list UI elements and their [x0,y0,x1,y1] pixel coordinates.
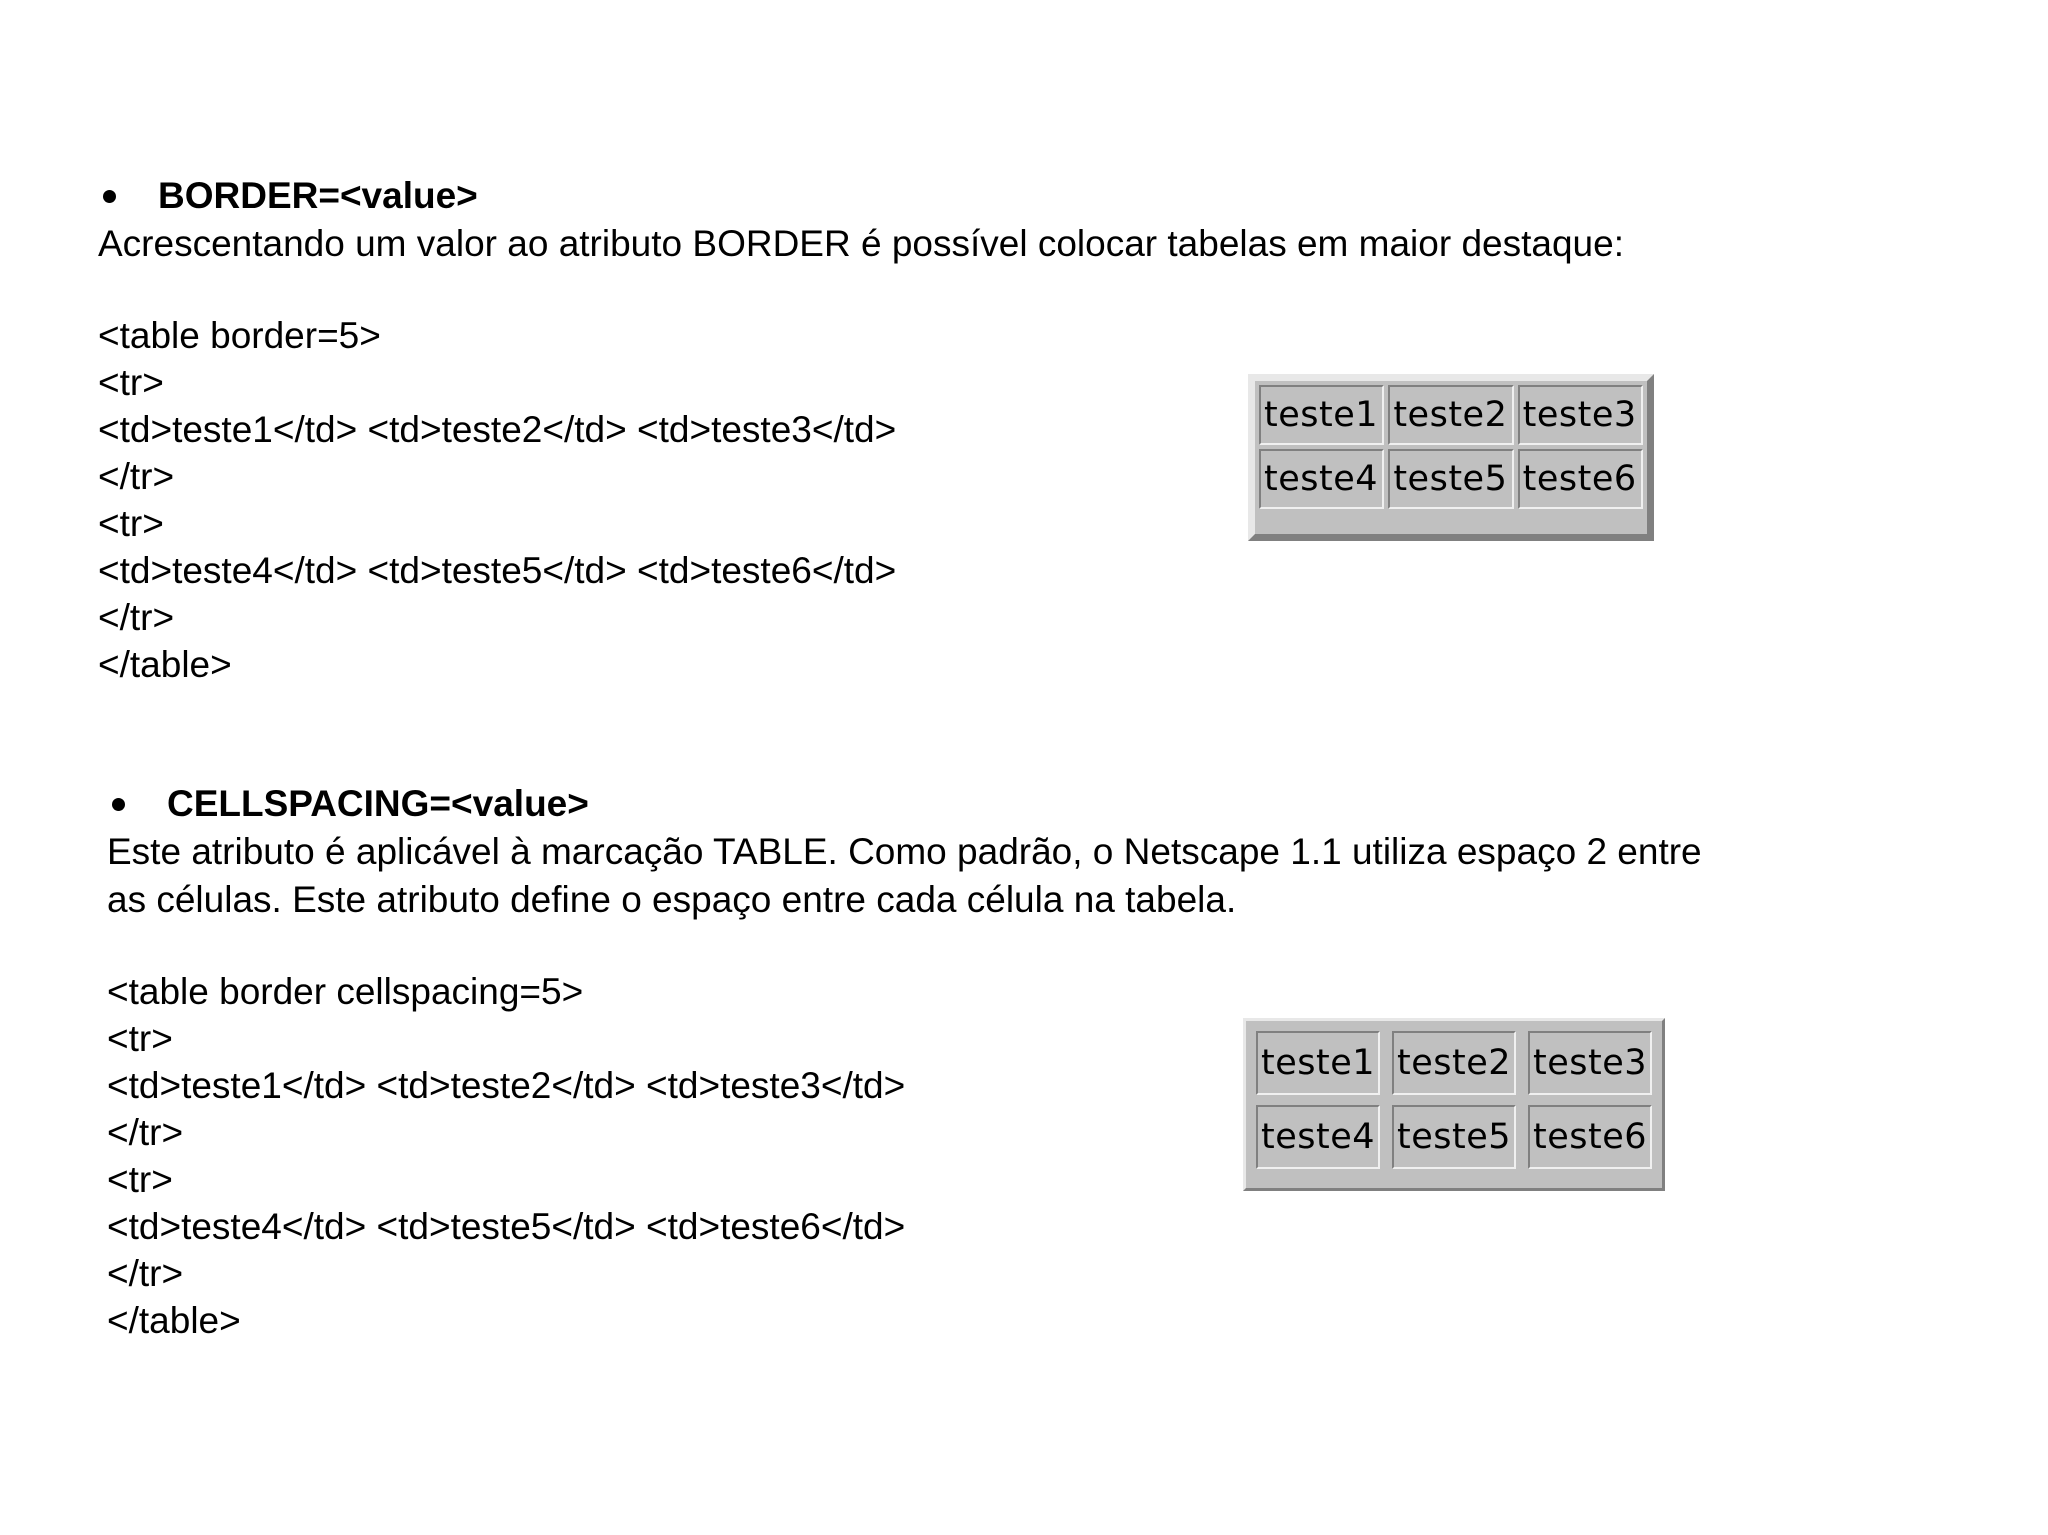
code-block [98,312,1998,688]
sample-cell: teste6 [1518,449,1643,509]
section-heading [107,780,2007,828]
bullet-icon [112,798,125,811]
sample-cell: teste4 [1259,449,1384,509]
sample-table-grid [1256,1031,1652,1169]
code-block [107,968,2007,1344]
bullet-icon [103,190,116,203]
code-line: </tr> [107,1253,184,1294]
section-heading [98,172,1998,220]
heading-text: CELLSPACING=<value> [167,783,589,824]
code-line: <td>teste4</td> <td>teste5</td> <td>teste6</td> [107,1206,906,1247]
sample-cell: teste2 [1388,385,1513,445]
code-line: <td>teste4</td> <td>teste5</td> <td>teste6</td> [98,550,897,591]
code-line: </tr> [107,1112,184,1153]
sample-cell: teste5 [1388,449,1513,509]
code-line: <tr> [98,362,164,403]
code-line: </table> [98,644,232,685]
sample-cell: teste1 [1259,385,1384,445]
code-line: <tr> [98,503,164,544]
sample-table-border [1248,374,1654,541]
sample-cell: teste3 [1528,1031,1652,1095]
sample-cell: teste6 [1528,1105,1652,1169]
code-line: </tr> [98,456,175,497]
section-cellspacing [107,780,2007,1344]
code-line: <td>teste1</td> <td>teste2</td> <td>teste3</td> [98,409,897,450]
code-line: </tr> [98,597,175,638]
sample-cell: teste4 [1256,1105,1380,1169]
heading-text: BORDER=<value> [158,175,478,216]
section-paragraph: Este atributo é aplicável à marcação TABLE. Como padrão, o Netscape 1.1 utiliza espaço 2 entre as células. Este atributo define o espaço entre cada célula na tabela. [107,831,1702,920]
code-line: </table> [107,1300,241,1341]
section-paragraph: Acrescentando um valor ao atributo BORDER é possível colocar tabelas em maior destaque: [98,223,1624,264]
code-line: <table border=5> [98,315,381,356]
code-line: <table border cellspacing=5> [107,971,584,1012]
sample-table-grid [1259,385,1643,509]
sample-cell: teste5 [1392,1105,1516,1169]
sample-cell: teste1 [1256,1031,1380,1095]
sample-cell: teste3 [1518,385,1643,445]
code-line: <tr> [107,1018,173,1059]
code-line: <tr> [107,1159,173,1200]
code-line: <td>teste1</td> <td>teste2</td> <td>teste3</td> [107,1065,906,1106]
sample-cell: teste2 [1392,1031,1516,1095]
section-border [98,172,1998,688]
sample-table-cellspacing [1243,1018,1665,1191]
